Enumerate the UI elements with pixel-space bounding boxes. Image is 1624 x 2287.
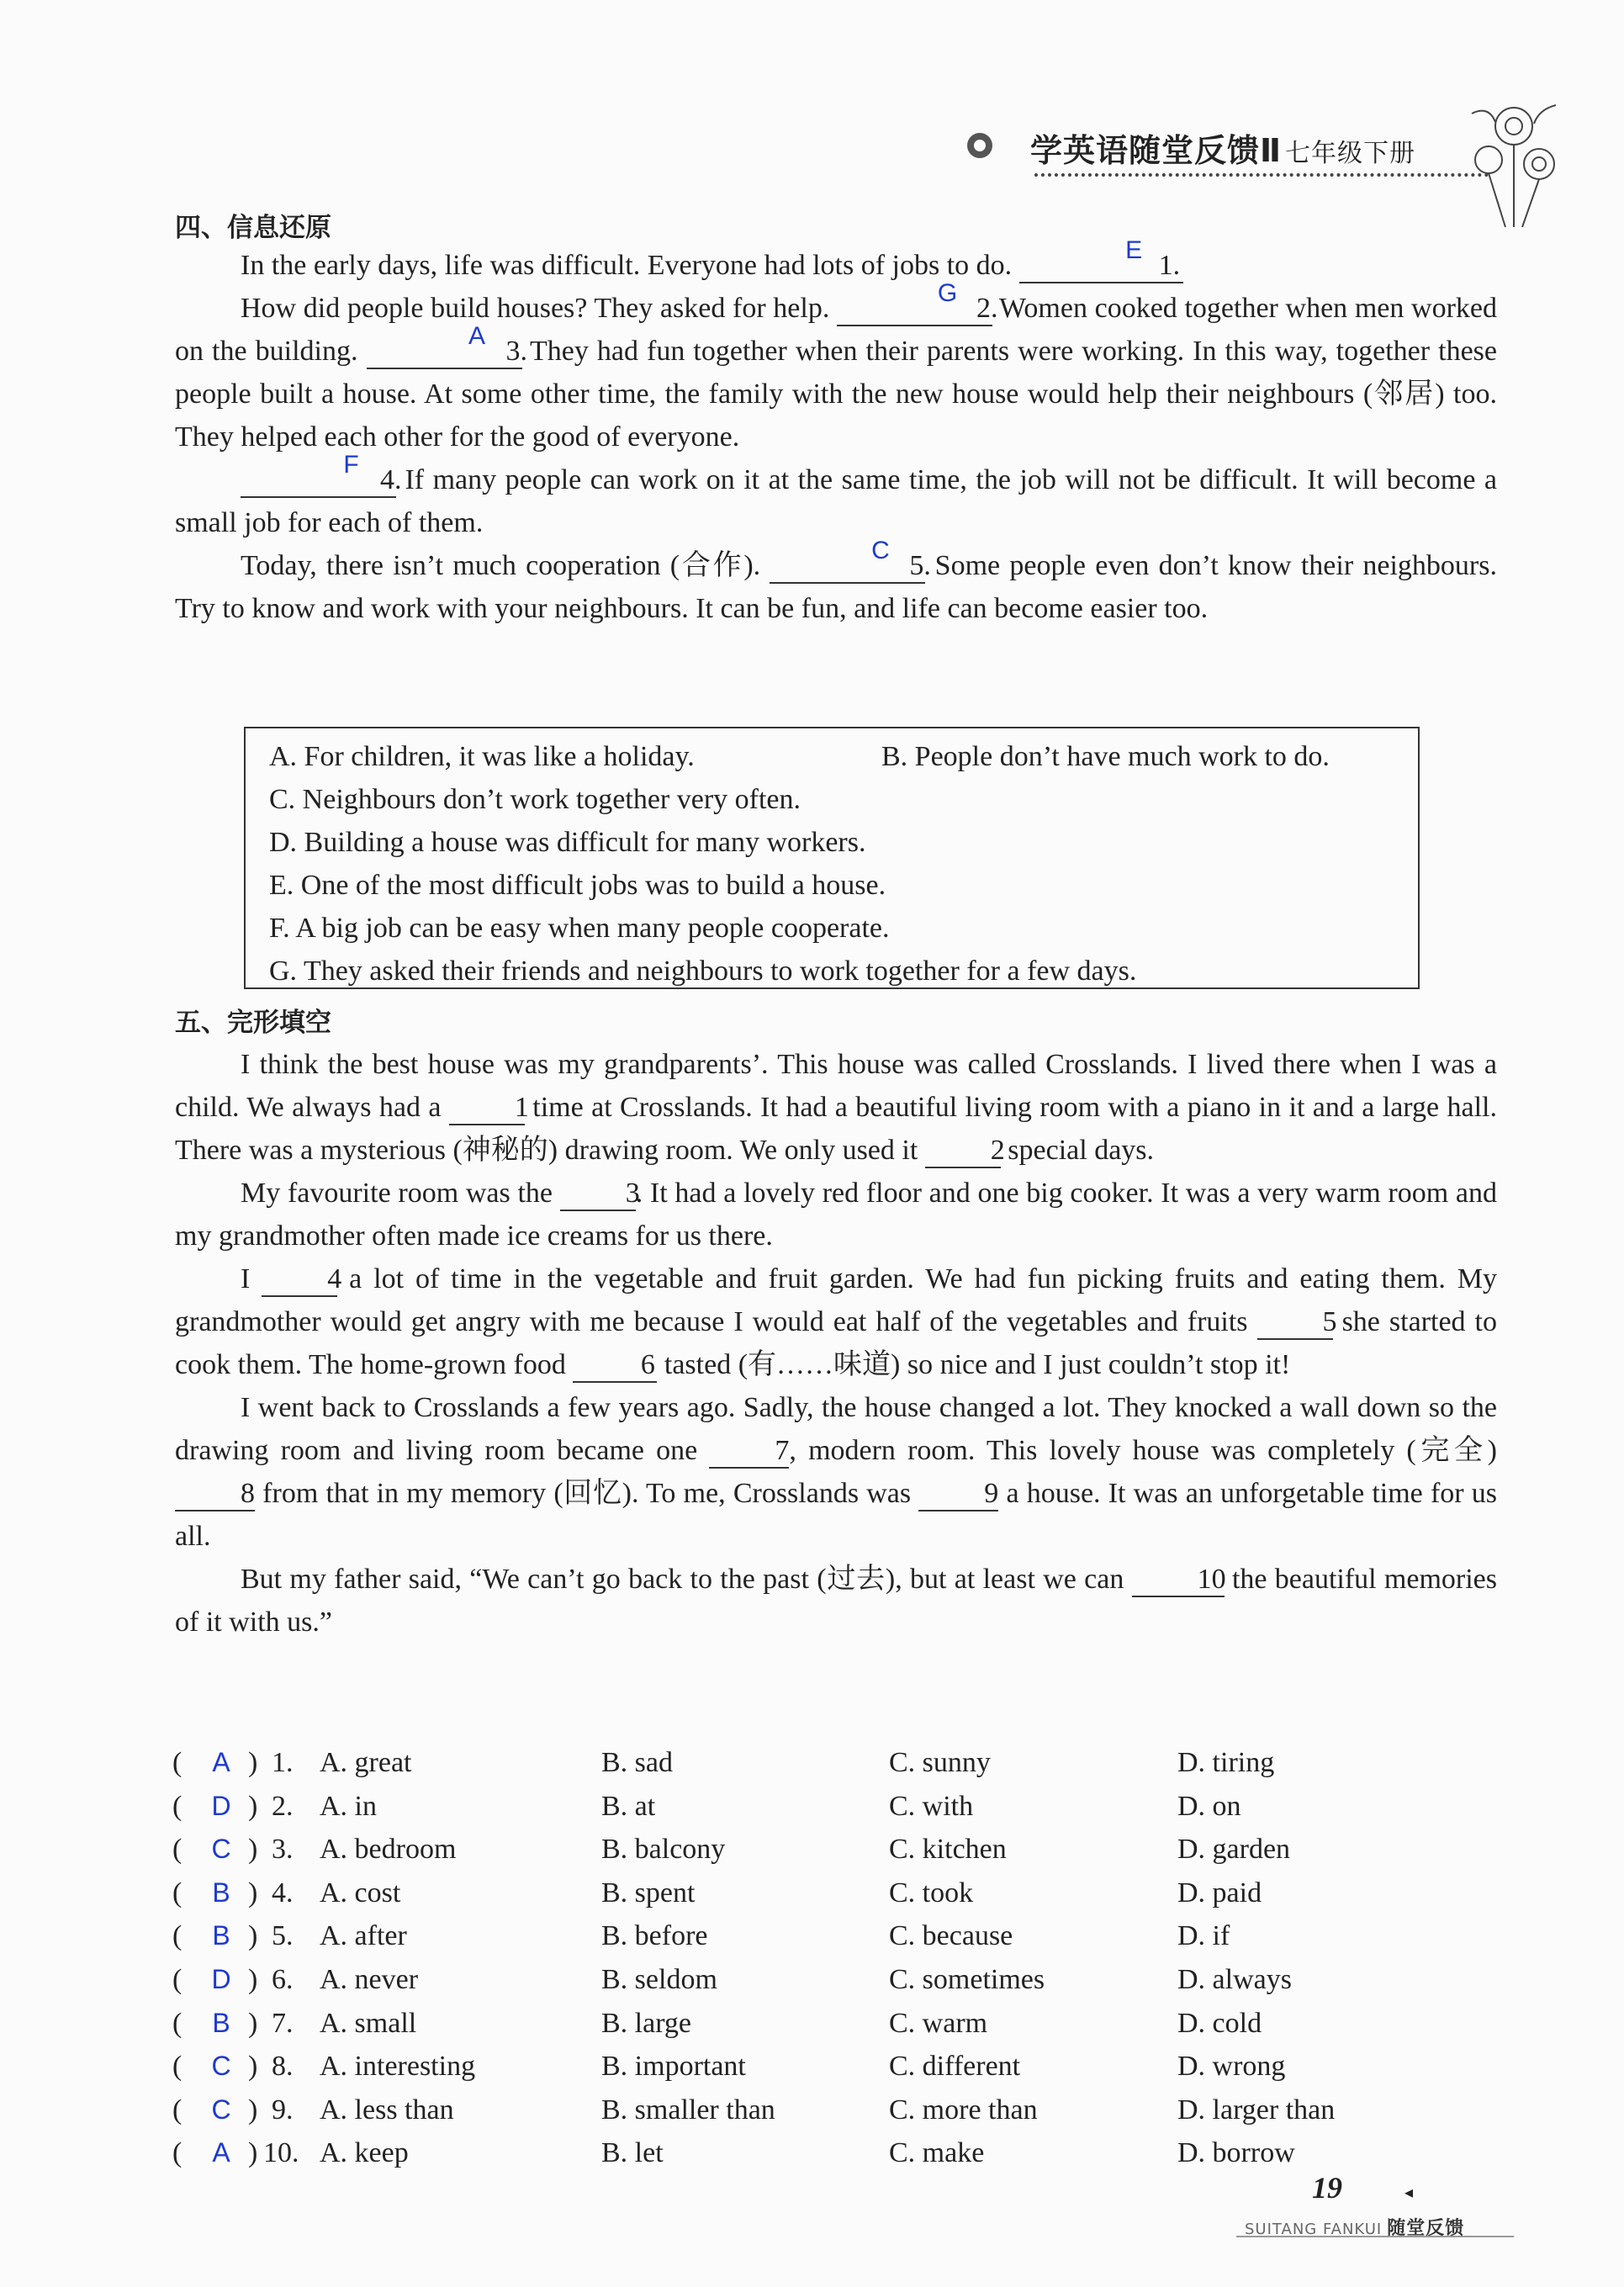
choice-C: C. kitchen (889, 1834, 1007, 1866)
option-C: C. Neighbours don’t work together very often. (269, 784, 801, 815)
choice-A: A. in (320, 1790, 377, 1822)
answer-mark[interactable]: A (212, 2137, 230, 2168)
answer-blank-5[interactable]: 5. C (770, 550, 925, 584)
cloze-blank-5[interactable]: 5 (1257, 1306, 1333, 1340)
answer-mark[interactable]: C (211, 2051, 231, 2082)
choice-B: B. balcony (601, 1834, 726, 1866)
section4-passage: In the early days, life was difficult. Everyone had lots of jobs to do. 1. E How did people build houses? They asked for help. 2. G Women cooked together when men worked on the building. 3. A They had fun together when their parents were working. In this way, together these people built a house. At some other time, the family with the new house would help their neighbours (邻居) too. They helped each other for the good of everyone. 4. F If many people can work on it at the same time, the job will not be difficult. It will become a small job for each of them. Today, there isn’t much cooperation (合作). 5. C Some people even don’t know their neighbours. Try to know and work with your neighbours. It can be fun, and life can become easier too. (175, 236, 1497, 624)
choice-B: B. sad (601, 1747, 673, 1778)
choice-list (172, 1741, 1518, 2175)
option-A: A. For children, it was like a holiday. (269, 741, 695, 772)
answer-mark[interactable]: D (211, 1963, 231, 1994)
choice-C: C. with (889, 1790, 974, 1822)
choice-C: C. sometimes (889, 1963, 1045, 1995)
choice-A: A. interesting (320, 2051, 476, 2083)
answer-blank-3[interactable]: 3. A (367, 336, 522, 369)
choice-C: C. warm (889, 2007, 988, 2039)
page-header (967, 124, 1489, 183)
question-row: ( B ) 7. A. small B. large C. warm D. cold (172, 2002, 1518, 2046)
choice-B: B. large (601, 2007, 692, 2039)
cloze-blank-1[interactable]: 1 (449, 1092, 525, 1125)
choice-D: D. borrow (1177, 2137, 1295, 2169)
choice-B: B. important (601, 2051, 746, 2083)
answer-mark[interactable]: C (211, 2094, 231, 2125)
footer-brand: SUITANG FANKUI 随堂反馈 (1245, 2218, 1465, 2239)
option-G: G. They asked their friends and neighbours to work together for a few days. (269, 956, 1137, 987)
cloze-blank-10[interactable]: 10 (1132, 1564, 1225, 1597)
choice-B: B. smaller than (601, 2094, 775, 2126)
answer-mark[interactable]: B (212, 1920, 230, 1951)
options-box (244, 727, 1420, 989)
choice-C: C. different (889, 2051, 1021, 2083)
answer-mark[interactable]: A (212, 1747, 230, 1777)
question-row: ( D ) 2. A. in B. at C. with D. on (172, 1785, 1518, 1829)
header-dotted-rule (1034, 173, 1489, 177)
choice-D: D. paid (1177, 1877, 1262, 1908)
question-row: ( C ) 9. A. less than B. smaller than C. more than D. larger than (172, 2088, 1518, 2132)
choice-A: A. cost (320, 1877, 401, 1908)
question-row: ( C ) 8. A. interesting B. important C. different D. wrong (172, 2045, 1518, 2088)
choice-D: D. on (1177, 1790, 1241, 1822)
option-B: B. People don’t have much work to do. (881, 741, 1330, 772)
answer-mark[interactable]: B (212, 1877, 230, 1908)
answer-blank-4[interactable]: 4. F (241, 464, 396, 498)
question-row: ( B ) 4. A. cost B. spent C. took D. paid (172, 1871, 1518, 1915)
cloze-blank-8[interactable]: 8 (175, 1478, 255, 1511)
question-row: ( A ) 1. A. great B. sad C. sunny D. tiring (172, 1741, 1518, 1785)
section4-heading: 四、信息还原 (175, 213, 331, 243)
choice-B: B. before (601, 1920, 708, 1952)
choice-A: A. bedroom (320, 1834, 457, 1866)
option-F: F. A big job can be easy when many people cooperate. (269, 913, 890, 944)
cloze-blank-6[interactable]: 6 (573, 1349, 657, 1383)
question-row: ( B ) 5. A. after B. before C. because D. if (172, 1914, 1518, 1958)
option-D: D. Building a house was difficult for many workers. (269, 827, 866, 858)
question-row: ( C ) 3. A. bedroom B. balcony C. kitchen D. garden (172, 1828, 1518, 1871)
disc-icon (967, 133, 992, 158)
question-row: ( A ) 10. A. keep B. let C. make D. borrow (172, 2131, 1518, 2175)
choice-C: C. because (889, 1920, 1013, 1952)
section5-heading: 五、完形填空 (175, 1008, 331, 1038)
choice-D: D. cold (1177, 2007, 1262, 2039)
answer-mark[interactable]: D (211, 1790, 231, 1821)
cloze-blank-2[interactable]: 2 (925, 1135, 1001, 1168)
choice-C: C. sunny (889, 1747, 991, 1778)
choice-D: D. tiring (1177, 1747, 1275, 1778)
choice-A: A. keep (320, 2137, 409, 2169)
choice-D: D. if (1177, 1920, 1230, 1952)
footer-rule (1236, 2236, 1514, 2237)
triangle-left-icon: ◂ (1404, 2184, 1414, 2202)
choice-B: B. let (601, 2137, 664, 2169)
cloze-blank-3[interactable]: 3 (560, 1178, 636, 1211)
book-title: 学英语随堂反馈Ⅱ 七年级下册 (1030, 132, 1416, 169)
choice-D: D. wrong (1177, 2051, 1286, 2083)
choice-D: D. garden (1177, 1834, 1291, 1866)
cloze-blank-9[interactable]: 9 (918, 1478, 998, 1511)
choice-C: C. make (889, 2137, 985, 2169)
page-number: 19 (1312, 2171, 1342, 2205)
choice-D: D. always (1177, 1963, 1292, 1995)
page-footer (1236, 2170, 1522, 2246)
option-E: E. One of the most difficult jobs was to build a house. (269, 870, 886, 901)
choice-A: A. after (320, 1920, 407, 1952)
cloze-blank-7[interactable]: 7 (709, 1435, 789, 1469)
choice-B: B. spent (601, 1877, 696, 1908)
choice-B: B. at (601, 1790, 656, 1822)
choice-C: C. took (889, 1877, 974, 1908)
answer-mark[interactable]: B (212, 2007, 230, 2038)
choice-A: A. great (320, 1747, 412, 1778)
choice-B: B. seldom (601, 1963, 717, 1995)
question-row: ( D ) 6. A. never B. seldom C. sometimes D. always (172, 1958, 1518, 2002)
answer-blank-2[interactable]: 2. G (837, 293, 992, 326)
choice-A: A. small (320, 2007, 417, 2039)
flower-ornament-icon (1455, 80, 1573, 231)
choice-A: A. never (320, 1963, 419, 1995)
cloze-blank-4[interactable]: 4 (262, 1263, 337, 1297)
answer-blank-1[interactable]: 1. E (1019, 250, 1183, 283)
section5-passage: I think the best house was my grandparents’. This house was called Crosslands. I lived there when I was a child. We always had a 1 time at Crosslands. It had a beautiful living room with a piano in it and a large hall. There was a mysterious (神秘的) drawing room. We only used it 2 special days. My favourite room was the 3. It had a lovely red floor and one big cooker. It was a very warm room and my grandmother often made ice creams for us there. I 4 a lot of time in the vegetable and fruit garden. We had fun picking fruits and eating them. My grandmother would get angry with me because I would eat half of the vegetables and fruits 5 she started to cook them. The home-grown food 6 tasted (有……味道) so nice and I just couldn’t stop it! I went back to Crosslands a few years ago. Sadly, the house changed a lot. They knocked a wall down so the drawing room and living room became one 7, modern room. This lovely house was completely (完全) 8 from that in my memory (回忆). To me, Crosslands was 9 a house. It was an unforgetable time for us all. But my father said, “We can’t go back to the past (过去), but at least we can 10 the beautiful memories of it with us.” (175, 1049, 1498, 1638)
choice-C: C. more than (889, 2094, 1038, 2126)
choice-D: D. larger than (1177, 2094, 1336, 2126)
choice-A: A. less than (320, 2094, 454, 2126)
answer-mark[interactable]: C (211, 1834, 231, 1865)
